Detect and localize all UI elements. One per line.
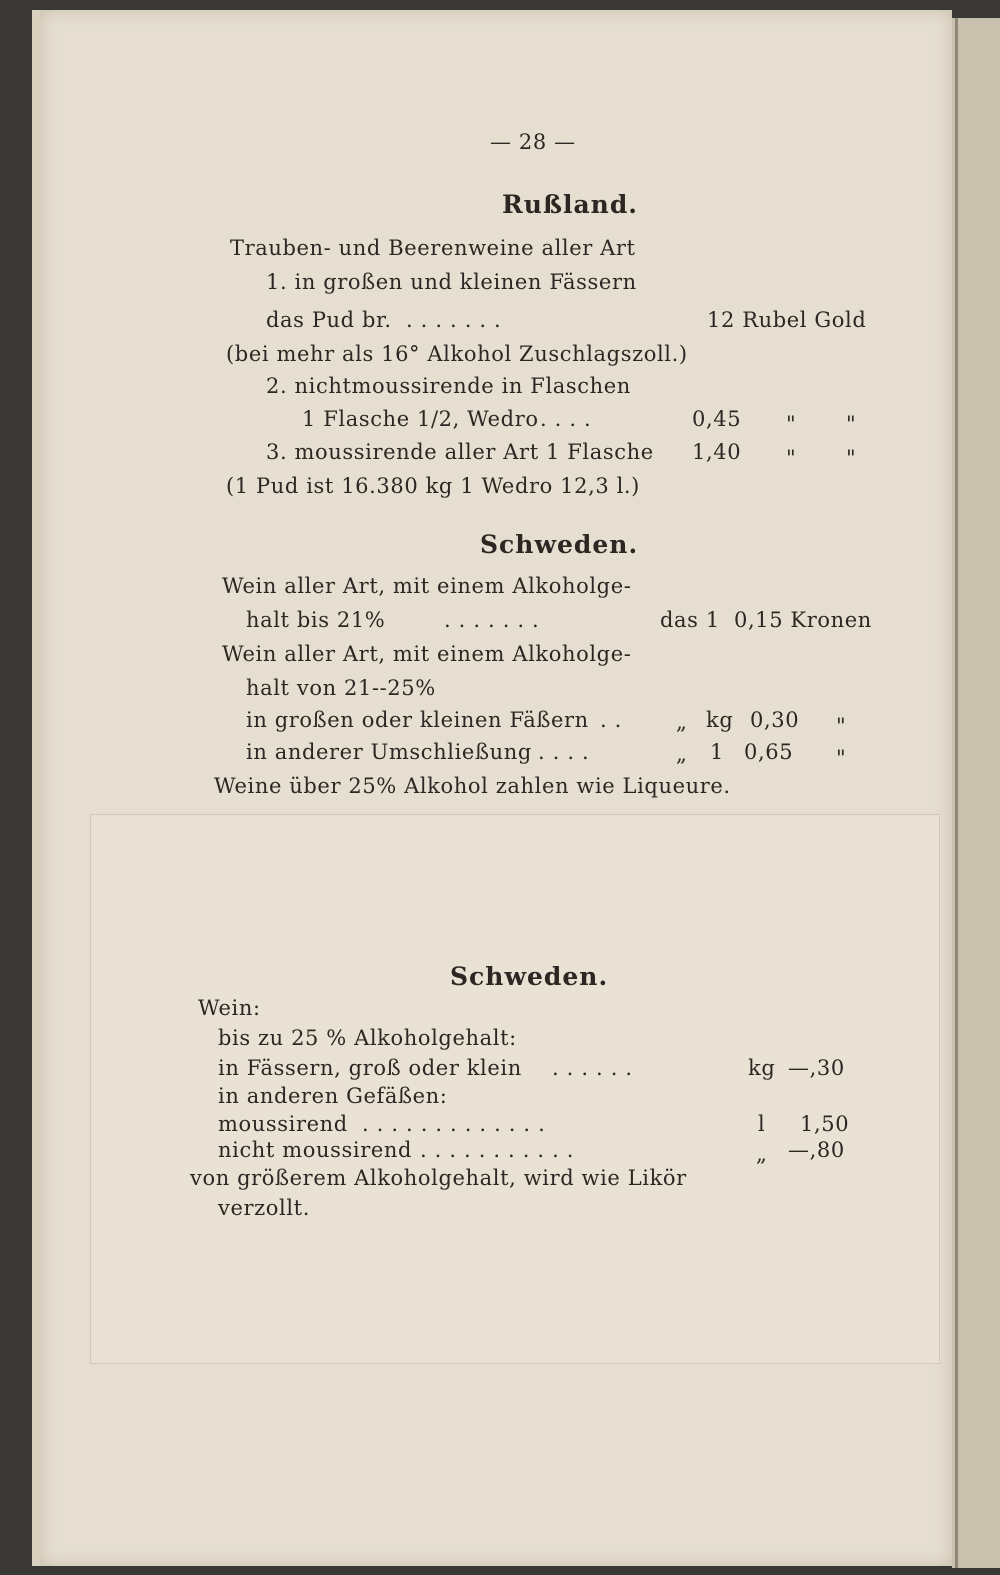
schweden-row1-unit: das 1 (660, 608, 720, 632)
ditto-mark: " (836, 746, 846, 770)
slip-nicht-price: —,80 (788, 1138, 845, 1162)
russland-item1-line2: das Pud br. (266, 308, 392, 332)
russland-item1-line1: 1. in großen und kleinen Fässern (266, 270, 637, 294)
slip-wein: Wein: (198, 996, 261, 1020)
leader-dots: ....... (406, 308, 509, 332)
slip-anderen: in anderen Gefäßen: (218, 1084, 448, 1108)
russland-item2-line1: 2. nichtmoussirende in Flaschen (266, 374, 631, 398)
schweden-row2b-label: in anderer Umschließung (246, 740, 532, 764)
leader-dots: .... (538, 740, 597, 764)
slip-heading-schweden: Schweden. (450, 962, 609, 991)
slip-faessern-unit: kg (748, 1056, 776, 1080)
schweden-row2a-label: in großen oder kleinen Fäßern (246, 708, 589, 732)
leader-dots: .. (600, 708, 630, 732)
leader-dots: .... (540, 407, 599, 431)
russland-intro: Trauben- und Beerenweine aller Art (230, 236, 636, 260)
page-number: — 28 — (490, 130, 576, 154)
adjacent-page-edge (952, 18, 1000, 1568)
russland-item2-line2: 1 Flasche 1/2, Wedro (302, 407, 539, 431)
ditto-mark: „ (676, 710, 687, 734)
schweden-row2-line1: Wein aller Art, mit einem Alkoholge- (222, 642, 632, 666)
slip-nicht: nicht moussirend (218, 1138, 413, 1162)
ditto-mark: „ (756, 1142, 767, 1166)
slip-moussirend-price: 1,50 (800, 1112, 850, 1136)
slip-groesser-line2: verzollt. (218, 1196, 310, 1220)
russland-item3-price: 1,40 (692, 440, 742, 464)
leader-dots: ............. (362, 1112, 553, 1136)
leader-dots: ....... (444, 608, 547, 632)
schweden-row2b-price: 0,65 (744, 740, 794, 764)
binding-shadow (955, 18, 958, 1568)
russland-item1-note: (bei mehr als 16° Alkohol Zuschlagszoll.) (226, 342, 688, 366)
ditto-mark: „ (676, 742, 687, 766)
russland-item1-price: 12 Rubel Gold (707, 308, 867, 332)
russland-item2-price: 0,45 (692, 407, 742, 431)
slip-faessern-price: —,30 (788, 1056, 845, 1080)
russland-item3-line: 3. moussirende aller Art 1 Flasche (266, 440, 654, 464)
schweden-row1-line2: halt bis 21% (246, 608, 386, 632)
slip-faessern: in Fässern, groß oder klein (218, 1056, 522, 1080)
slip-bis: bis zu 25 % Alkoholgehalt: (218, 1026, 517, 1050)
schweden-row2-line2: halt von 21--25% (246, 676, 436, 700)
slip-groesser-line1: von größerem Alkoholgehalt, wird wie Likör (190, 1166, 687, 1190)
russland-conversion-note: (1 Pud ist 16.380 kg 1 Wedro 12,3 l.) (226, 474, 640, 498)
ditto-mark: " (846, 412, 856, 436)
schweden-row1-line1: Wein aller Art, mit einem Alkoholge- (222, 574, 632, 598)
ditto-mark: " (836, 714, 846, 738)
schweden-row1-price: 0,15 Kronen (734, 608, 872, 632)
ditto-mark: " (786, 412, 796, 436)
leader-dots: ........... (420, 1138, 582, 1162)
slip-moussirend-unit: l (758, 1112, 766, 1136)
leader-dots: ...... (552, 1056, 641, 1080)
slip-moussirend: moussirend (218, 1112, 348, 1136)
ditto-mark: " (786, 446, 796, 470)
schweden-row2b-unit: 1 (710, 740, 724, 764)
schweden-row2a-unit: kg (706, 708, 734, 732)
schweden-row2a-price: 0,30 (750, 708, 800, 732)
section-heading-russland: Rußland. (502, 190, 639, 219)
schweden-footer-line: Weine über 25% Alkohol zahlen wie Liqueure. (214, 774, 731, 798)
section-heading-schweden: Schweden. (480, 530, 639, 559)
ditto-mark: " (846, 446, 856, 470)
